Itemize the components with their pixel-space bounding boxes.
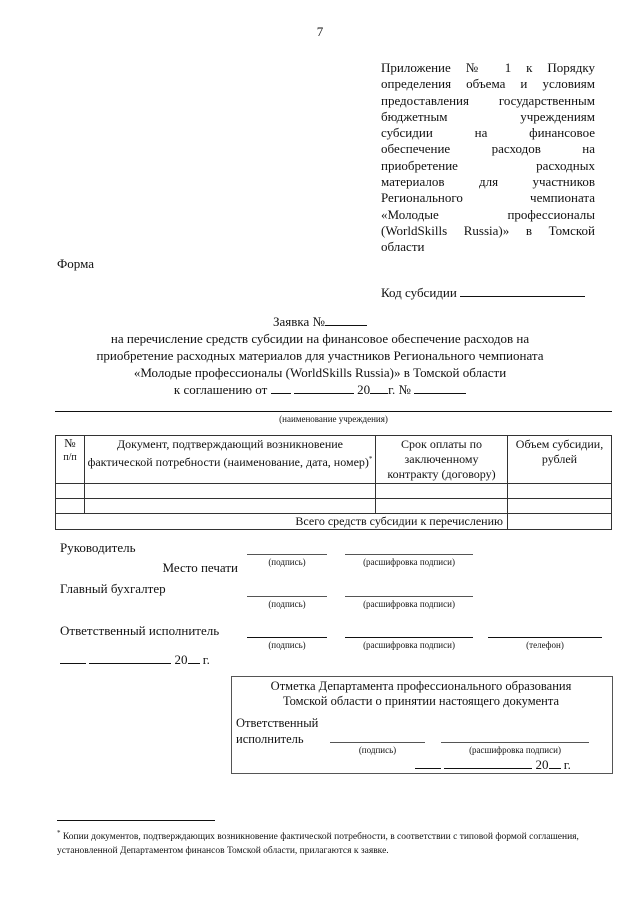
- application-subtitle-line: приобретение расходных материалов для участников Регионального чемпионата: [96, 348, 544, 363]
- footnote-separator: [57, 820, 215, 821]
- appendix-reference: [381, 60, 595, 256]
- department-date-line: [415, 757, 571, 773]
- appendix-line: субсидии на финансовое: [381, 125, 595, 141]
- appendix-line: (WorldSkills Russia)» в Томской: [381, 222, 595, 238]
- table-total-row: [56, 514, 612, 530]
- appendix-line: бюджетным учреждениям: [381, 108, 595, 124]
- header-term: Срок оплаты по заключенному контракту (договору): [376, 436, 508, 484]
- application-subtitle-line: на перечисление средств субсидии на финансовое обеспечение расходов на: [110, 331, 530, 346]
- executor-phone-caption: (телефон): [526, 640, 564, 650]
- subsidy-table: [55, 435, 612, 530]
- application-title-text: Заявка №: [273, 314, 325, 329]
- accountant-signature-field[interactable]: [247, 596, 327, 597]
- accountant-decode-caption: (расшифровка подписи): [363, 599, 455, 609]
- department-executor-label: [236, 715, 318, 747]
- header-document: [85, 436, 376, 484]
- form-label: Форма: [57, 256, 94, 271]
- footnote: [57, 826, 617, 858]
- appendix-line: обеспечение расходов на: [381, 141, 595, 157]
- cell-document[interactable]: [85, 484, 376, 499]
- subsidy-code: [381, 285, 585, 301]
- total-amount[interactable]: [508, 514, 612, 530]
- appendix-line: «Молодые профессионалы: [381, 206, 595, 222]
- footnote-marker: *: [368, 455, 373, 463]
- institution-name-field[interactable]: [55, 411, 612, 412]
- appendix-line: Регионального чемпионата: [381, 190, 595, 206]
- department-mark-title-line: Томской области о принятии настоящего документа: [282, 694, 560, 708]
- department-executor-label-line: Ответственный: [236, 716, 319, 730]
- agreement-year-field[interactable]: [370, 382, 388, 394]
- accountant-label: Главный бухгалтер: [60, 581, 166, 596]
- department-mark-title-line: Отметка Департамента профессионального образования: [270, 679, 572, 693]
- department-date-year-field[interactable]: [549, 757, 561, 769]
- department-date-day-field[interactable]: [415, 757, 441, 769]
- table-header-row: [56, 436, 612, 484]
- application-number-field[interactable]: [325, 314, 367, 326]
- subsidy-code-field[interactable]: [460, 285, 585, 297]
- application-subtitle-line: «Молодые профессионалы (WorldSkills Russia)» в Томской области: [133, 365, 507, 380]
- department-decode-caption: (расшифровка подписи): [469, 745, 561, 755]
- table-row: [56, 499, 612, 514]
- cell-number[interactable]: [56, 484, 85, 499]
- agreement-day-field[interactable]: [271, 382, 291, 394]
- date-day-field[interactable]: [60, 652, 86, 664]
- date-line: [60, 652, 210, 668]
- agreement-year-prefix: 20: [357, 382, 371, 397]
- appendix-line: приобретение расходных: [381, 157, 595, 173]
- appendix-line: определения объема и условиям: [381, 76, 595, 92]
- executor-signature-caption: (подпись): [268, 640, 306, 650]
- date-year-field[interactable]: [188, 652, 200, 664]
- executor-decode-caption: (расшифровка подписи): [363, 640, 455, 650]
- head-decode-field[interactable]: [345, 554, 473, 555]
- application-title: [60, 313, 580, 330]
- agreement-number-label: г. №: [388, 382, 411, 397]
- agreement-number-field[interactable]: [414, 382, 466, 394]
- department-decode-field[interactable]: [441, 742, 589, 743]
- footnote-text: Копии документов, подтверждающих возникновение фактической потребности, в соответствии с типовой формой соглашения, установленной Департаментом финансов Томской области, прилагаются к заявке.: [57, 832, 579, 857]
- department-mark-title: [231, 679, 611, 709]
- header-number: [56, 436, 85, 484]
- accountant-signature-caption: (подпись): [268, 599, 306, 609]
- subsidy-code-label: Код субсидии: [381, 285, 457, 300]
- head-decode-caption: (расшифровка подписи): [363, 557, 455, 567]
- institution-caption: (наименование учреждения): [279, 414, 388, 424]
- accountant-decode-field[interactable]: [345, 596, 473, 597]
- header-amount: Объем субсидии, рублей: [508, 436, 612, 484]
- cell-number[interactable]: [56, 499, 85, 514]
- agreement-line: [60, 381, 580, 398]
- header-document-text: Документ, подтверждающий возникновение фактической потребности (наименование, дата, номер): [87, 437, 369, 469]
- department-signature-field[interactable]: [330, 742, 425, 743]
- footnote-marker: *: [57, 829, 61, 837]
- department-signature-caption: (подпись): [358, 745, 397, 755]
- cell-amount[interactable]: [508, 484, 612, 499]
- department-date-year-prefix: 20: [535, 757, 549, 772]
- stamp-place-label: Место печати: [162, 560, 238, 575]
- department-date-month-field[interactable]: [444, 757, 532, 769]
- head-signature-caption: (подпись): [268, 557, 306, 567]
- table-row: [56, 484, 612, 499]
- appendix-line: предоставления государственным: [381, 92, 595, 108]
- agreement-month-field[interactable]: [294, 382, 354, 394]
- cell-term[interactable]: [376, 484, 508, 499]
- executor-phone-field[interactable]: [488, 637, 602, 638]
- executor-signature-field[interactable]: [247, 637, 327, 638]
- date-year-prefix: 20: [174, 652, 188, 667]
- department-executor-label-line: исполнитель: [236, 732, 304, 746]
- department-date-year-suffix: г.: [563, 757, 571, 772]
- appendix-line: области: [381, 239, 425, 255]
- head-label: Руководитель: [60, 540, 136, 555]
- page-number: 7: [316, 24, 324, 39]
- cell-amount[interactable]: [508, 499, 612, 514]
- header-number-sub: п/п: [63, 452, 77, 463]
- application-title-block: [60, 313, 580, 398]
- date-month-field[interactable]: [89, 652, 171, 664]
- head-signature-field[interactable]: [247, 554, 327, 555]
- executor-label: Ответственный исполнитель: [60, 623, 220, 638]
- date-year-suffix: г.: [202, 652, 210, 667]
- executor-decode-field[interactable]: [345, 637, 473, 638]
- cell-document[interactable]: [85, 499, 376, 514]
- appendix-line: Приложение № 1 к Порядку: [381, 60, 595, 75]
- total-label: Всего средств субсидии к перечислению: [56, 514, 508, 530]
- agreement-prefix: к соглашению от: [173, 382, 268, 397]
- cell-term[interactable]: [376, 499, 508, 514]
- appendix-line: материалов для участников: [381, 174, 595, 190]
- header-number-main: №: [64, 436, 76, 450]
